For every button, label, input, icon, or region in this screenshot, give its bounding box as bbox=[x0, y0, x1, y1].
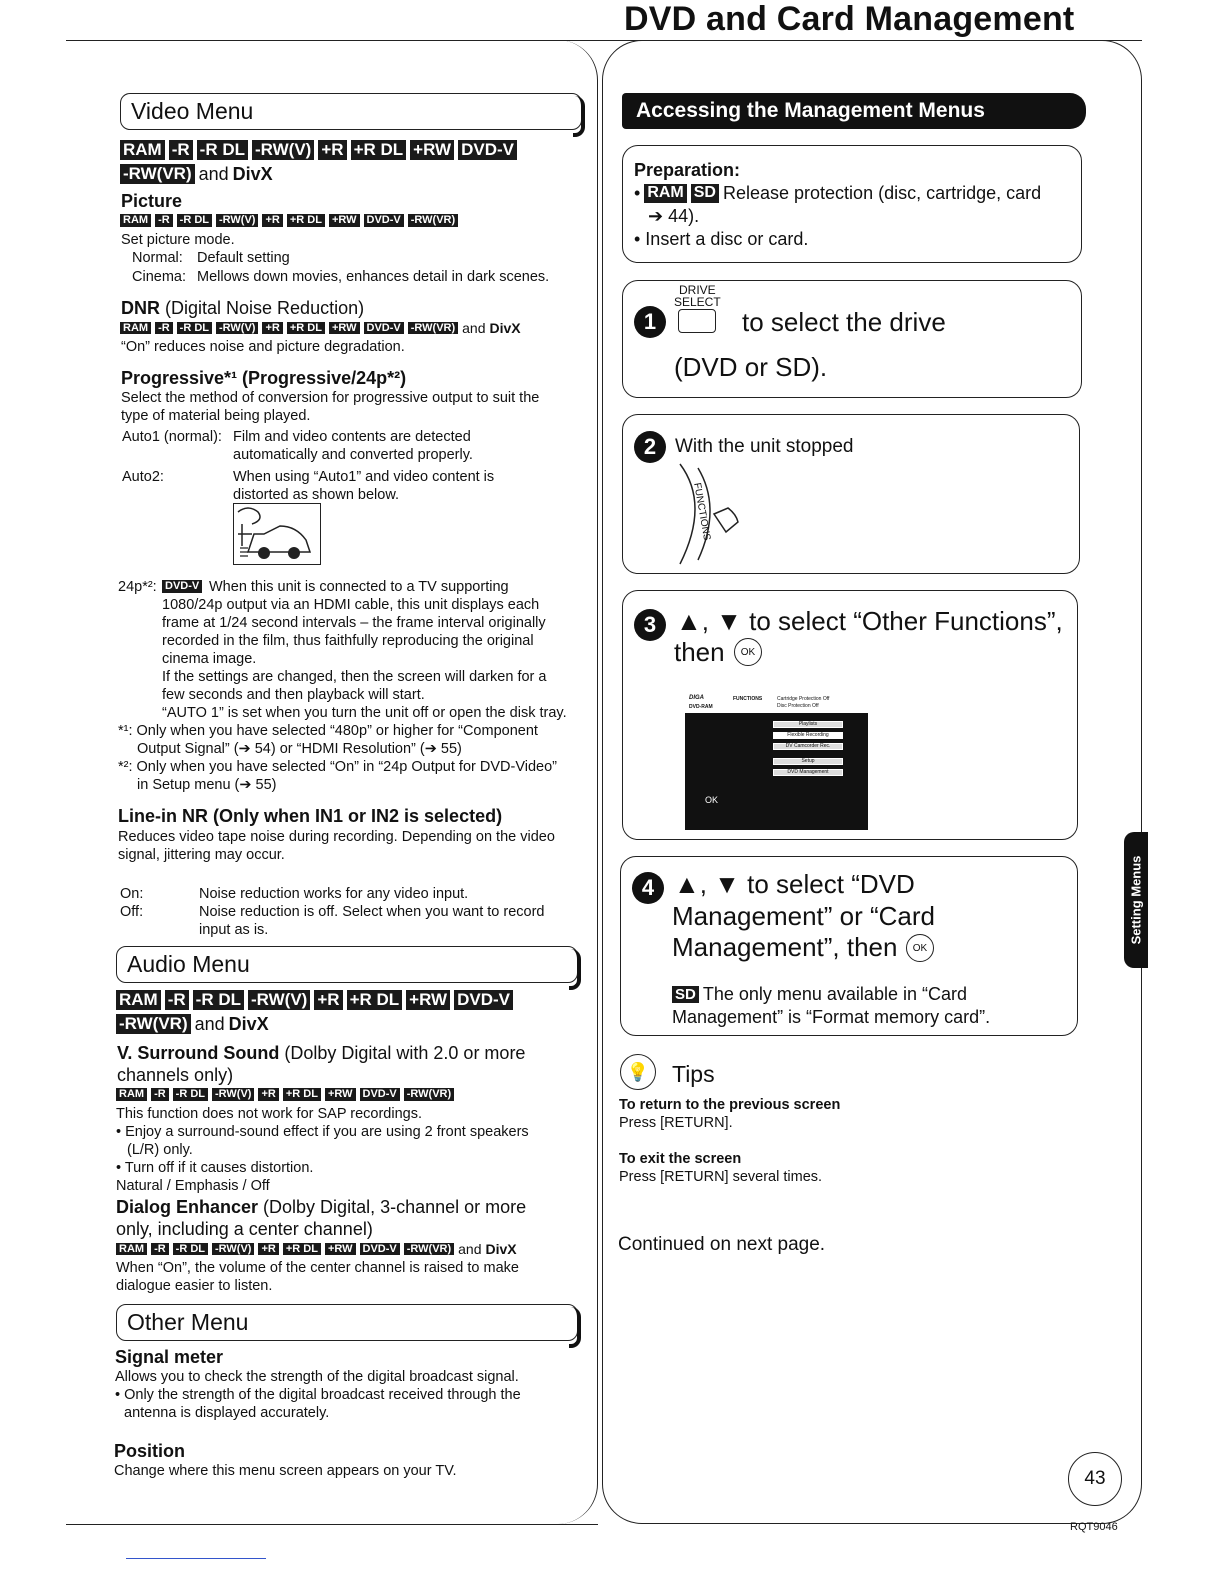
normal-text: Default setting bbox=[197, 250, 290, 266]
p24-line-5: cinema image. bbox=[162, 651, 257, 667]
tag-plus-r: +R bbox=[318, 140, 346, 160]
step-2-number: 2 bbox=[634, 431, 666, 463]
tag-r-dl: -R DL bbox=[197, 140, 248, 160]
side-tab-label: Setting Menus bbox=[1128, 855, 1144, 945]
surround-tags bbox=[116, 1088, 454, 1101]
tag: +R bbox=[262, 214, 282, 227]
linein-desc-1: Reduces video tape noise during recording. Depending on the video bbox=[118, 829, 555, 845]
screen-label: FUNCTIONS bbox=[733, 696, 763, 702]
signal-heading: Signal meter bbox=[115, 1347, 224, 1367]
step-4-text-1: ▲, ▼ to select “DVD bbox=[674, 869, 915, 899]
bottom-blue-line bbox=[126, 1558, 266, 1559]
step-4-note-2: Management” is “Format memory card”. bbox=[672, 1007, 991, 1027]
step-1-text-2: (DVD or SD). bbox=[674, 352, 828, 382]
ok-button-icon: OK bbox=[906, 934, 934, 962]
tag: -RW(V) bbox=[216, 322, 258, 335]
p24-tag: DVD-V bbox=[162, 580, 202, 593]
step-4-text-3: Management”, then bbox=[672, 932, 898, 962]
page-title: DVD and Card Management bbox=[624, 0, 1075, 38]
tag: -RW(VR) bbox=[116, 1014, 191, 1034]
dnr-heading bbox=[121, 298, 364, 319]
other-menu-heading: Other Menu bbox=[116, 1304, 578, 1341]
ok-button-icon: OK bbox=[734, 638, 762, 666]
drive-label-top: DRIVE bbox=[679, 283, 716, 297]
step-3-number: 3 bbox=[634, 609, 666, 641]
footnote-2a: *²: Only when you have selected “On” in “24p Output for DVD-Video” bbox=[118, 759, 557, 775]
p24-line-1: When this unit is connected to a TV supporting bbox=[209, 579, 509, 595]
step-1-number: 1 bbox=[634, 306, 666, 338]
screen-info-1: Cartridge Protection Off bbox=[777, 696, 830, 702]
p24-label: 24p*²: bbox=[118, 579, 157, 595]
divx-text: DivX bbox=[232, 163, 273, 184]
surround-line-4: • Turn off if it causes distortion. bbox=[116, 1160, 314, 1176]
p24-line-7: few seconds and then playback will start. bbox=[162, 687, 425, 703]
screen-drive: DVD-RAM bbox=[689, 704, 713, 710]
tag: DVD-V bbox=[360, 1088, 400, 1101]
p24-line-4: recorded in the film, thus faithfully reproducing the original bbox=[162, 633, 534, 649]
tag: +R bbox=[262, 322, 282, 335]
bullet: • bbox=[634, 183, 641, 203]
screen-info-2: Disc Protection Off bbox=[777, 703, 819, 709]
surround-heading bbox=[117, 1043, 525, 1064]
surround-line-1: This function does not work for SAP recordings. bbox=[116, 1106, 422, 1122]
tag: -R bbox=[151, 1243, 169, 1256]
footnote-1b: Output Signal” (➔ 54) or “HDMI Resolution” (➔ 55) bbox=[137, 741, 462, 757]
signal-desc-1: Allows you to check the strength of the digital broadcast signal. bbox=[115, 1369, 519, 1385]
dnr-tags bbox=[120, 320, 521, 336]
step-4-note-1 bbox=[672, 984, 967, 1005]
step-3-text-2: then bbox=[674, 637, 725, 667]
tag-ram: RAM bbox=[644, 184, 686, 202]
step-3-text-1: ▲, ▼ to select “Other Functions”, bbox=[676, 606, 1063, 636]
dialog-bold: Dialog Enhancer bbox=[116, 1197, 259, 1217]
auto1-text-2: automatically and converted properly. bbox=[233, 447, 473, 463]
tag-rw-v: -RW(V) bbox=[252, 140, 314, 160]
tag-r: -R bbox=[169, 140, 193, 160]
tag-dvd-v: DVD-V bbox=[458, 140, 517, 160]
tag: -R DL bbox=[177, 322, 212, 335]
functions-dial-icon bbox=[672, 462, 752, 566]
lightbulb-icon: 💡 bbox=[620, 1054, 656, 1090]
dialog-heading bbox=[116, 1197, 526, 1218]
and-text: and bbox=[458, 1241, 482, 1257]
surround-line-2: • Enjoy a surround-sound effect if you are using 2 front speakers bbox=[116, 1124, 529, 1140]
linein-heading: Line-in NR (Only when IN1 or IN2 is selected) bbox=[118, 806, 503, 826]
position-desc: Change where this menu screen appears on your TV. bbox=[114, 1463, 457, 1479]
drive-label-bottom: SELECT bbox=[674, 295, 721, 309]
p24-line-8: “AUTO 1” is set when you turn the unit off or open the disk tray. bbox=[162, 705, 567, 721]
tag: DVD-V bbox=[360, 1243, 400, 1256]
tag: RAM bbox=[116, 1243, 147, 1256]
dnr-desc: “On” reduces noise and picture degradation. bbox=[121, 339, 405, 355]
on-label: On: bbox=[120, 886, 144, 902]
tag: +R DL bbox=[347, 990, 403, 1010]
progressive-desc-1: Select the method of conversion for progressive output to suit the bbox=[121, 390, 540, 406]
cinema-text: Mellows down movies, enhances detail in dark scenes. bbox=[197, 269, 550, 285]
cinema-label: Cinema: bbox=[132, 269, 186, 285]
distortion-illustration bbox=[233, 503, 321, 565]
audio-menu-heading: Audio Menu bbox=[116, 946, 578, 983]
audio-menu-tags bbox=[116, 990, 556, 1035]
tag: -RW(VR) bbox=[408, 322, 458, 335]
tag: +R DL bbox=[287, 322, 325, 335]
p24-line-2: 1080/24p output via an HDMI cable, this unit displays each bbox=[162, 597, 540, 613]
screen-menu-item: Flexible Recording bbox=[773, 732, 843, 739]
tag: -RW(VR) bbox=[404, 1088, 454, 1101]
video-menu-tags bbox=[120, 140, 560, 185]
car-distortion-image bbox=[234, 504, 319, 563]
surround-rest-1: (Dolby Digital with 2.0 or more bbox=[284, 1043, 526, 1063]
tag: DVD-V bbox=[454, 990, 513, 1010]
tag: +RW bbox=[329, 214, 360, 227]
surround-heading-2: channels only) bbox=[117, 1065, 234, 1085]
auto1-label: Auto1 (normal): bbox=[122, 429, 222, 445]
note-text: The only menu available in “Card bbox=[702, 984, 967, 1004]
tag-sd: SD bbox=[691, 184, 719, 202]
p24-line-6: If the settings are changed, then the screen will darken for a bbox=[162, 669, 547, 685]
tag-rw-vr: -RW(VR) bbox=[120, 164, 195, 184]
dialog-rest-1: (Dolby Digital, 3-channel or more bbox=[263, 1197, 527, 1217]
step-4-text-2: Management” or “Card bbox=[672, 901, 935, 931]
dialog-desc-2: dialogue easier to listen. bbox=[116, 1278, 273, 1294]
tag: +R bbox=[258, 1243, 278, 1256]
tag: -RW(V) bbox=[212, 1243, 254, 1256]
tag: RAM bbox=[116, 1088, 147, 1101]
surround-line-3: (L/R) only. bbox=[127, 1142, 193, 1158]
tips-title: Tips bbox=[672, 1061, 715, 1087]
dialog-heading-2: only, including a center channel) bbox=[116, 1219, 373, 1239]
auto2-text-2: distorted as shown below. bbox=[233, 487, 400, 503]
screen-menu-item: DV Camcorder Rec. bbox=[773, 743, 843, 750]
picture-tags bbox=[120, 214, 458, 227]
tip-1-heading: To return to the previous screen bbox=[619, 1097, 841, 1113]
divx-text: DivX bbox=[489, 320, 521, 336]
setting-menus-tab bbox=[1124, 832, 1148, 968]
tag: +R bbox=[258, 1088, 278, 1101]
preparation-heading: Preparation: bbox=[634, 160, 741, 180]
drive-select-label bbox=[674, 284, 721, 308]
footnote-1a: *¹: Only when you have selected “480p” or higher for “Component bbox=[118, 723, 538, 739]
tag: +R DL bbox=[283, 1243, 321, 1256]
tag-ram: RAM bbox=[120, 140, 165, 160]
tag: -R DL bbox=[177, 214, 212, 227]
position-heading: Position bbox=[114, 1441, 185, 1461]
tag: +RW bbox=[329, 322, 360, 335]
step-4-number: 4 bbox=[632, 872, 664, 904]
surround-bold: V. Surround Sound bbox=[117, 1043, 280, 1063]
tag: +R bbox=[314, 990, 342, 1010]
tag: -R bbox=[165, 990, 189, 1010]
divx-text: DivX bbox=[485, 1241, 517, 1257]
tag: -R bbox=[155, 322, 173, 335]
tip-1-text: Press [RETURN]. bbox=[619, 1115, 733, 1131]
tag: -RW(VR) bbox=[408, 214, 458, 227]
on-text: Noise reduction works for any video input. bbox=[199, 886, 469, 902]
tag: RAM bbox=[120, 214, 151, 227]
and-text: and bbox=[198, 163, 229, 184]
auto2-label: Auto2: bbox=[122, 469, 164, 485]
doc-code: RQT9046 bbox=[1070, 1521, 1118, 1533]
tag: DVD-V bbox=[364, 214, 404, 227]
tag: RAM bbox=[116, 990, 161, 1010]
tag: -R bbox=[151, 1088, 169, 1101]
tag: -RW(VR) bbox=[404, 1243, 454, 1256]
tag: +R DL bbox=[287, 214, 325, 227]
tip-2-text: Press [RETURN] several times. bbox=[619, 1169, 823, 1185]
screen-brand: DIGA bbox=[689, 695, 704, 701]
preparation-line-1 bbox=[634, 183, 1041, 204]
tag: RAM bbox=[120, 322, 151, 335]
progressive-desc-2: type of material being played. bbox=[121, 408, 311, 424]
dnr-rest: (Digital Noise Reduction) bbox=[165, 298, 365, 318]
signal-desc-2: • Only the strength of the digital broadcast received through the bbox=[115, 1387, 521, 1403]
tag: -R DL bbox=[173, 1088, 208, 1101]
and-text: and bbox=[462, 320, 486, 336]
off-label: Off: bbox=[120, 904, 144, 920]
step-2-text: With the unit stopped bbox=[675, 436, 854, 457]
linein-desc-2: signal, jittering may occur. bbox=[118, 847, 285, 863]
video-menu-heading: Video Menu bbox=[120, 93, 582, 130]
off-text-2: input as is. bbox=[199, 922, 269, 938]
page-number: 43 bbox=[1068, 1452, 1122, 1506]
screen-ok-label: OK bbox=[705, 795, 719, 805]
tag-plus-rw: +RW bbox=[410, 140, 454, 160]
off-text-1: Noise reduction is off. Select when you want to record bbox=[199, 904, 545, 920]
functions-label: FUNCTIONS bbox=[691, 482, 713, 542]
normal-label: Normal: bbox=[132, 250, 183, 266]
tag: +RW bbox=[325, 1088, 356, 1101]
footnote-2b: in Setup menu (➔ 55) bbox=[137, 777, 277, 793]
and-text: and bbox=[194, 1013, 225, 1034]
tag: +R DL bbox=[283, 1088, 321, 1101]
screen-menu-item: DVD Management bbox=[773, 769, 843, 776]
continued-text: Continued on next page. bbox=[618, 1234, 826, 1255]
bottom-rule-left bbox=[66, 1524, 598, 1525]
dialog-desc-1: When “On”, the volume of the center channel is raised to make bbox=[116, 1260, 519, 1276]
auto2-text-1: When using “Auto1” and video content is bbox=[233, 469, 495, 485]
tag: DVD-V bbox=[364, 322, 404, 335]
tag-plus-r-dl: +R DL bbox=[351, 140, 407, 160]
screen-menu-item: Setup bbox=[773, 758, 843, 765]
tag-sd: SD bbox=[672, 986, 699, 1003]
screen-menu-item: Playlists bbox=[773, 721, 843, 728]
dnr-bold: DNR bbox=[121, 298, 160, 318]
tag: +RW bbox=[406, 990, 450, 1010]
tag: -RW(V) bbox=[212, 1088, 254, 1101]
step-1-text-1: to select the drive bbox=[742, 307, 946, 337]
auto1-text-1: Film and video contents are detected bbox=[233, 429, 471, 445]
signal-desc-3: antenna is displayed accurately. bbox=[124, 1405, 330, 1421]
tag: -R bbox=[155, 214, 173, 227]
tag: +RW bbox=[325, 1243, 356, 1256]
divx-text: DivX bbox=[228, 1013, 269, 1034]
tag: -R DL bbox=[193, 990, 244, 1010]
functions-menu-screenshot bbox=[685, 693, 868, 830]
tip-2-heading: To exit the screen bbox=[619, 1151, 742, 1167]
p24-line-3: frame at 1/24 second intervals – the frame interval originally bbox=[162, 615, 546, 631]
tag: -RW(V) bbox=[216, 214, 258, 227]
section-title-bar: Accessing the Management Menus bbox=[622, 93, 1086, 129]
picture-heading: Picture bbox=[121, 191, 183, 211]
preparation-line-2: • Insert a disc or card. bbox=[634, 229, 809, 249]
tag: -RW(V) bbox=[248, 990, 310, 1010]
dialog-tags bbox=[116, 1241, 517, 1257]
preparation-line-1b: ➔ 44). bbox=[648, 206, 700, 226]
functions-button-icon bbox=[672, 462, 752, 566]
tag: -R DL bbox=[173, 1243, 208, 1256]
picture-desc: Set picture mode. bbox=[121, 232, 235, 248]
drive-select-button-icon bbox=[678, 309, 716, 333]
progressive-heading: Progressive*¹ (Progressive/24p*²) bbox=[121, 368, 407, 388]
surround-line-5: Natural / Emphasis / Off bbox=[116, 1178, 270, 1194]
prep-text: Release protection (disc, cartridge, card bbox=[722, 183, 1042, 203]
